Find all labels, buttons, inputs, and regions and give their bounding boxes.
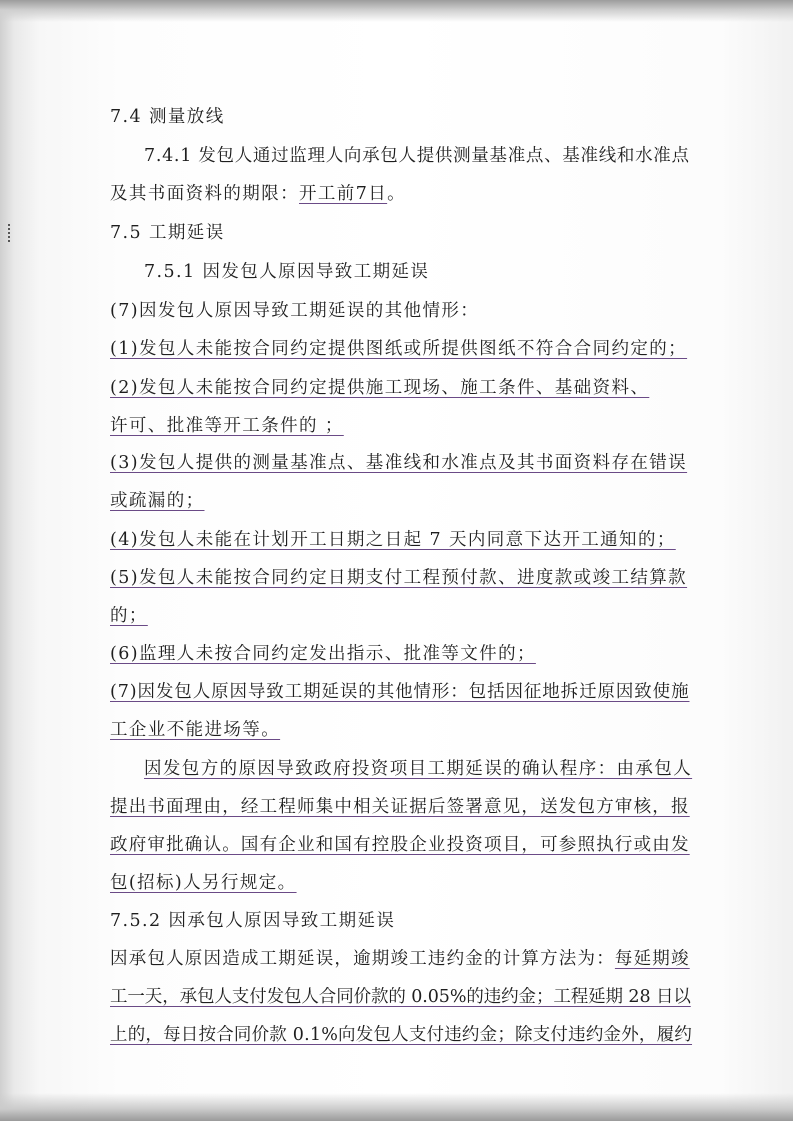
item-2-line2: 许可、批准等开工条件的 ；	[110, 416, 344, 436]
margin-punch-mark	[8, 224, 12, 242]
section-7-5-heading: 7.5 工期延误	[110, 223, 225, 243]
section-7-4-heading: 7.4 测量放线	[110, 107, 225, 127]
item-5-line2: 的；	[110, 606, 148, 626]
section-7-5-1-heading: 7.5.1 因发包人原因导致工期延误	[144, 262, 430, 282]
item-7-line2: 工企业不能进场等。	[110, 720, 281, 740]
section-7-4-1-line1: 7.4.1 发包人通过监理人向承包人提供测量基准点、基准线和水准点	[144, 146, 690, 166]
item-7-line1: (7)因发包人原因导致工期延误的其他情形：包括因征地拆迁原因致使施	[110, 682, 690, 702]
intro-other-circumstances: (7)因发包人原因导致工期延误的其他情形：	[110, 301, 480, 321]
item-5-line1: (5)发包人未能按合同约定日期支付工程预付款、进度款或竣工结算款	[110, 568, 688, 588]
penalty-line1	[110, 948, 690, 970]
section-7-4-1-end: 。	[387, 184, 407, 204]
scan-bottom-shadow	[0, 1093, 793, 1121]
survey-deadline-value: 开工前7日	[299, 184, 388, 204]
item-3-line2: 或疏漏的；	[110, 491, 205, 511]
scan-top-shadow	[0, 0, 793, 22]
item-1: (1)发包人未能按合同约定提供图纸或所提供图纸不符合合同约定的；	[110, 339, 688, 359]
item-3-line1: (3)发包人提供的测量基准点、基准线和水准点及其书面资料存在错误	[110, 453, 688, 473]
section-7-4-1-lead: 及其书面资料的期限：	[110, 184, 299, 204]
item-4: (4)发包人未能在计划开工日期之日起 7 天内同意下达开工通知的；	[110, 530, 676, 550]
penalty-line2: 工一天，承包人支付发包人合同价款的 0.05%的违约金；工程延期 28 日以	[110, 987, 691, 1007]
penalty-lead: 因承包人原因造成工期延误，逾期竣工违约金的计算方法为：	[110, 949, 615, 969]
section-7-5-2-heading: 7.5.2 因承包人原因导致工期延误	[110, 911, 396, 931]
procedure-line3: 政府审批确认。国有企业和国有控股企业投资项目，可参照执行或由发	[110, 835, 690, 855]
procedure-line4: 包(招标)人另行规定。	[110, 873, 297, 893]
procedure-line2: 提出书面理由，经工程师集中相关证据后签署意见，送发包方审核，报	[110, 797, 690, 817]
penalty-line3: 上的，每日按合同价款 0.1%向发包人支付违约金；除支付违约金外，履约	[110, 1025, 693, 1045]
procedure-line1: 因发包方的原因导致政府投资项目工期延误的确认程序：由承包人	[144, 759, 693, 779]
item-2-line1: (2)发包人未能按合同约定提供施工现场、施工条件、基础资料、	[110, 378, 650, 398]
section-7-4-1-line2	[110, 183, 406, 205]
penalty-value-start: 每延期竣	[614, 949, 690, 969]
item-6: (6)监理人未按合同约定发出指示、批准等文件的；	[110, 644, 536, 664]
